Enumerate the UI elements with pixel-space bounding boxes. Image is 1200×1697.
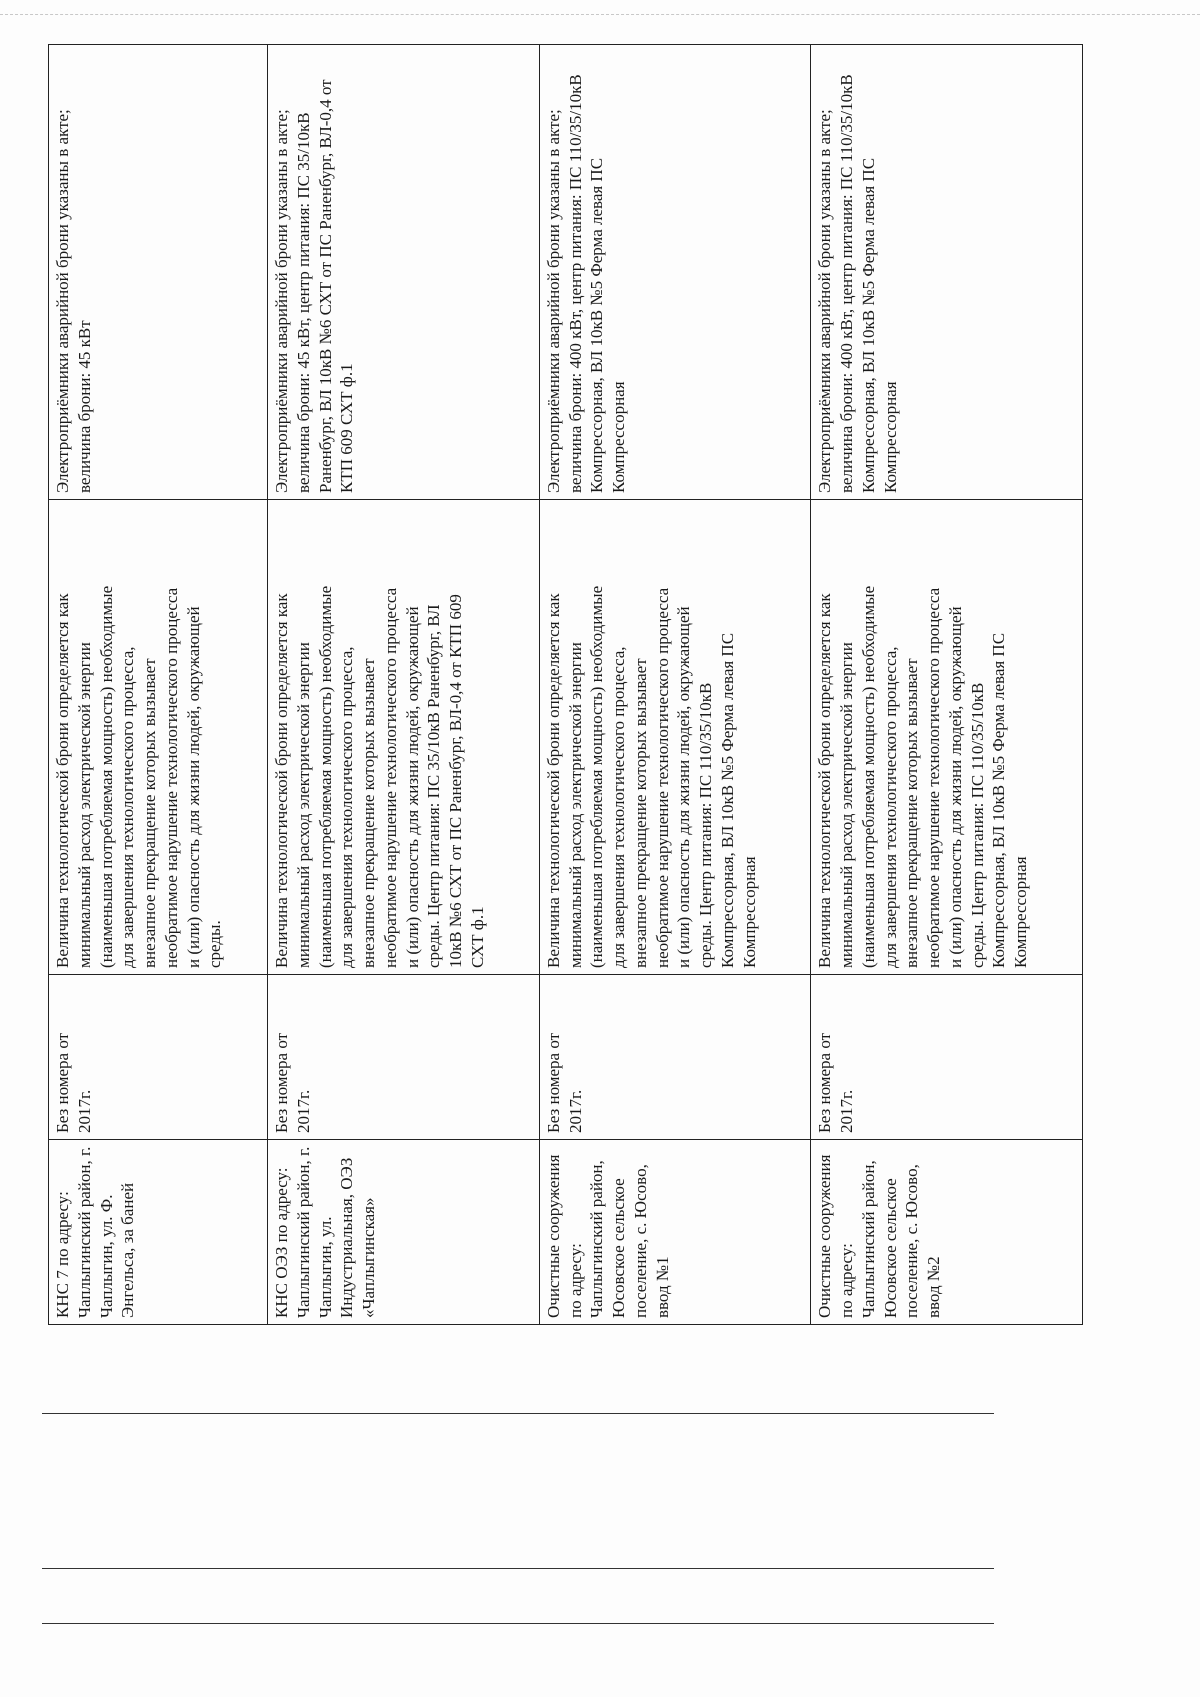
tech-reserve-cell: Величина технологической брони определяется как минимальный расход электрической энергии (наименьшая потребляемая мощность) необходимые для завершения технологического процесса, внезапное прекращение которых вызывает необратимое нарушение технологического процесса и (или) опасность для жизни людей, окружающей среды. <box>49 500 268 975</box>
emergency-reserve-cell: Электроприёмники аварийной брони указаны в акте; величина брони: 400 кВт, центр питания: ПС 110/35/10кВ Компрессорная, ВЛ 10кВ №5 Ферма левая ПС Компрессорная <box>811 45 1083 500</box>
emergency-reserve-cell: Электроприёмники аварийной брони указаны в акте; величина брони: 400 кВт, центр питания: ПС 110/35/10кВ Компрессорная, ВЛ 10кВ №5 Ферма левая ПС Компрессорная <box>539 45 811 500</box>
tech-reserve-cell: Величина технологической брони определяется как минимальный расход электрической энергии (наименьшая потребляемая мощность) необходимые для завершения технологического процесса, внезапное прекращение которых вызывает необратимое нарушение технологического процесса и (или) опасность для жизни людей, окружающей среды. Центр питания: ПС 35/10кВ Раненбург, ВЛ 10кВ №6 СХТ от ПС Раненбург, ВЛ-0,4 от КТП 609 СХТ ф.1 <box>268 500 540 975</box>
reservation-table <box>48 44 1083 1325</box>
rotated-table-wrapper <box>48 45 1083 1325</box>
emergency-reserve-cell: Электроприёмники аварийной брони указаны в акте; величина брони: 45 кВт <box>49 45 268 500</box>
emergency-reserve-cell: Электроприёмники аварийной брони указаны в акте; величина брони: 45 кВт, центр питания: ПС 35/10кВ Раненбург, ВЛ 10кВ №6 СХТ от ПС Раненбург, ВЛ-0,4 от КТП 609 СХТ ф.1 <box>268 45 540 500</box>
signature-line-1 <box>42 1413 994 1414</box>
act-cell: Без номера от 2017г. <box>49 975 268 1140</box>
signature-line-2 <box>42 1568 994 1569</box>
act-cell: Без номера от 2017г. <box>268 975 540 1140</box>
table-row <box>539 45 811 1325</box>
act-cell: Без номера от 2017г. <box>539 975 811 1140</box>
object-cell: КНС 7 по адресу: Чаплыгинский район, г. Чаплыгин, ул. Ф. Энгельса, за баней <box>49 1140 268 1325</box>
object-cell: КНС ОЭЗ по адресу: Чаплыгинский район, г. Чаплыгин, ул. Индустриальная, ОЭЗ «Чаплыгинская» <box>268 1140 540 1325</box>
act-cell: Без номера от 2017г. <box>811 975 1083 1140</box>
table-row <box>268 45 540 1325</box>
table-row <box>811 45 1083 1325</box>
tech-reserve-cell: Величина технологической брони определяется как минимальный расход электрической энергии (наименьшая потребляемая мощность) необходимые для завершения технологического процесса, внезапное прекращение которых вызывает необратимое нарушение технологического процесса и (или) опасность для жизни людей, окружающей среды. Центр питания: ПС 110/35/10кВ Компрессорная, ВЛ 10кВ №5 Ферма левая ПС Компрессорная <box>811 500 1083 975</box>
table-row <box>49 45 268 1325</box>
object-cell: Очистные сооружения по адресу: Чаплыгинский район, Юсовское сельское поселение, с. Юсово, ввод №2 <box>811 1140 1083 1325</box>
scan-top-rule <box>0 14 1200 15</box>
tech-reserve-cell: Величина технологической брони определяется как минимальный расход электрической энергии (наименьшая потребляемая мощность) необходимые для завершения технологического процесса, внезапное прекращение которых вызывает необратимое нарушение технологического процесса и (или) опасность для жизни людей, окружающей среды. Центр питания: ПС 110/35/10кВ Компрессорная, ВЛ 10кВ №5 Ферма левая ПС Компрессорная <box>539 500 811 975</box>
object-cell: Очистные сооружения по адресу: Чаплыгинский район, Юсовское сельское поселение, с. Юсово, ввод №1 <box>539 1140 811 1325</box>
signature-line-3 <box>42 1623 994 1624</box>
